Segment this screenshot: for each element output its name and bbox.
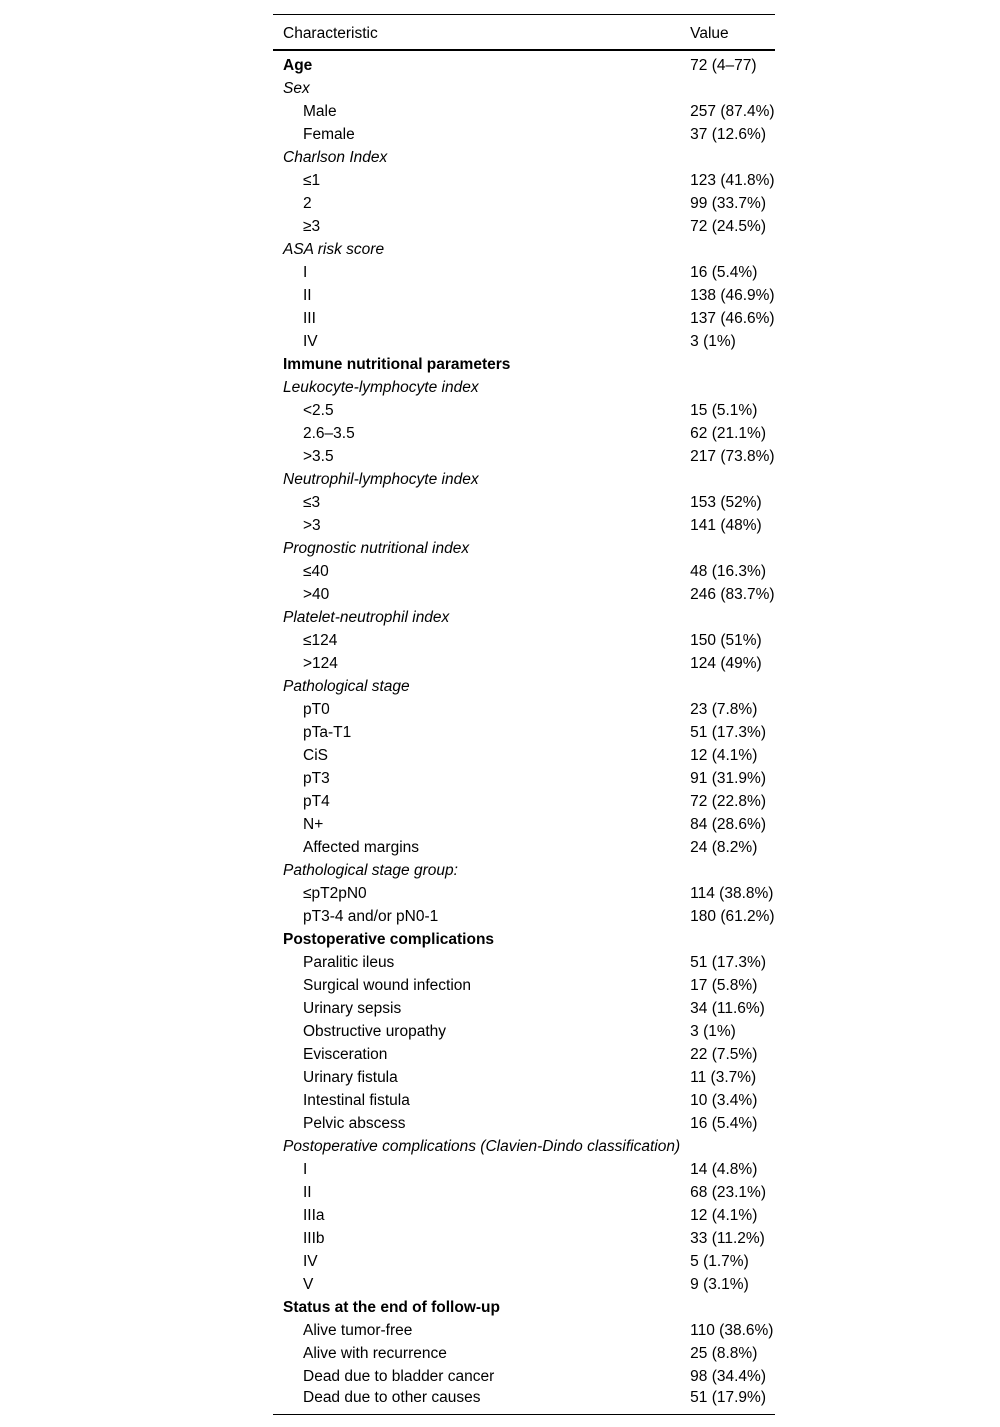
- table-row: [273, 675, 775, 698]
- row-label: Sex: [283, 79, 310, 97]
- table-row: [273, 859, 775, 882]
- row-value: 12 (4.1%): [690, 746, 758, 764]
- table-row: [273, 376, 775, 399]
- table-row: [273, 422, 775, 445]
- table-row: [273, 307, 775, 330]
- row-value: 33 (11.2%): [690, 1229, 765, 1247]
- row-label: IV: [303, 1252, 318, 1270]
- table-row: [273, 215, 775, 238]
- row-value: 114 (38.8%): [690, 884, 774, 902]
- table-row: [273, 767, 775, 790]
- row-label: pT0: [303, 700, 330, 718]
- table-row: [273, 652, 775, 675]
- row-value: 17 (5.8%): [690, 976, 758, 994]
- row-value: 51 (17.9%): [680, 1388, 774, 1415]
- row-value: 25 (8.8%): [690, 1344, 758, 1362]
- row-value: 10 (3.4%): [690, 1091, 758, 1109]
- row-label: ≤pT2pN0: [303, 884, 367, 902]
- row-label: Immune nutritional parameters: [283, 355, 511, 373]
- table-row: [273, 905, 775, 928]
- row-label: Female: [303, 125, 355, 143]
- row-label: <2.5: [303, 401, 334, 419]
- row-value: [680, 859, 774, 882]
- row-label: pT3: [303, 769, 330, 787]
- table-row: [273, 836, 775, 859]
- table-row: [273, 445, 775, 468]
- table-row: [273, 1112, 775, 1135]
- characteristics-table: [273, 14, 775, 1415]
- row-value: [680, 238, 774, 261]
- row-value: 124 (49%): [690, 654, 762, 672]
- row-label: Leukocyte-lymphocyte index: [283, 378, 479, 396]
- row-value: 23 (7.8%): [690, 700, 758, 718]
- table-row: [273, 1273, 775, 1296]
- row-value: 48 (16.3%): [690, 562, 766, 580]
- table-row: [273, 790, 775, 813]
- row-value: [680, 928, 774, 951]
- row-value: 98 (34.4%): [690, 1367, 766, 1385]
- row-label: Urinary sepsis: [303, 999, 402, 1017]
- row-value: [680, 537, 774, 560]
- table-row: [273, 169, 775, 192]
- row-label: Evisceration: [303, 1045, 388, 1063]
- row-value: 16 (5.4%): [690, 263, 758, 281]
- row-value: 180 (61.2%): [690, 907, 775, 925]
- table-row: [273, 1158, 775, 1181]
- row-label: pT4: [303, 792, 330, 810]
- row-value: 257 (87.4%): [690, 102, 775, 120]
- table-body: [273, 50, 775, 1415]
- table-row: [273, 744, 775, 767]
- row-label: pTa-T1: [303, 723, 352, 741]
- table-row: [273, 560, 775, 583]
- row-label: Urinary fistula: [303, 1068, 398, 1086]
- row-label: IIIb: [303, 1229, 325, 1247]
- row-value: 123 (41.8%): [690, 171, 775, 189]
- row-value: 34 (11.6%): [690, 999, 765, 1017]
- row-value: 15 (5.1%): [690, 401, 758, 419]
- table-row: [273, 330, 775, 353]
- table-row: [273, 1043, 775, 1066]
- table-row: [273, 468, 775, 491]
- row-label: Affected margins: [303, 838, 420, 856]
- table-row: [273, 997, 775, 1020]
- row-label: V: [303, 1275, 314, 1293]
- row-label: >124: [303, 654, 338, 672]
- row-value: 141 (48%): [690, 516, 762, 534]
- table-row: [273, 1319, 775, 1342]
- row-label: Alive tumor-free: [303, 1321, 413, 1339]
- row-label: Surgical wound infection: [303, 976, 472, 994]
- row-value: 9 (3.1%): [690, 1275, 749, 1293]
- table-row: [273, 721, 775, 744]
- table-row: [273, 1388, 775, 1415]
- row-label: Postoperative complications (Clavien-Dindo classification): [283, 1137, 681, 1155]
- row-label: Prognostic nutritional index: [283, 539, 470, 557]
- row-value: 99 (33.7%): [690, 194, 766, 212]
- row-label: ≥3: [303, 217, 321, 235]
- row-label: >40: [303, 585, 330, 603]
- row-label: IIIa: [303, 1206, 325, 1224]
- row-label: Postoperative complications: [283, 930, 495, 948]
- row-value: 246 (83.7%): [690, 585, 775, 603]
- row-label: N+: [303, 815, 324, 833]
- row-value: [680, 1296, 774, 1319]
- row-value: 72 (4–77): [690, 56, 757, 74]
- row-label: Status at the end of follow-up: [283, 1298, 500, 1316]
- row-label: Intestinal fistula: [303, 1091, 410, 1109]
- row-label: Pathological stage: [283, 677, 410, 695]
- row-value: 68 (23.1%): [690, 1183, 766, 1201]
- table-row: [273, 399, 775, 422]
- table-row: [273, 238, 775, 261]
- table-row: [273, 123, 775, 146]
- table-row: [273, 1135, 775, 1158]
- row-label: Neutrophil-lymphocyte index: [283, 470, 479, 488]
- row-value: 150 (51%): [690, 631, 762, 649]
- row-value: 153 (52%): [690, 493, 762, 511]
- row-label: II: [303, 1183, 312, 1201]
- row-label: Alive with recurrence: [303, 1344, 447, 1362]
- row-label: 2.6–3.5: [303, 424, 355, 442]
- row-value: [680, 1135, 774, 1158]
- header-row: [273, 15, 775, 51]
- row-value: [680, 468, 774, 491]
- row-label: Pathological stage group:: [283, 861, 458, 879]
- table-row: [273, 50, 775, 77]
- row-value: 110 (38.6%): [690, 1321, 774, 1339]
- table-row: [273, 1181, 775, 1204]
- row-value: 137 (46.6%): [690, 309, 775, 327]
- row-value: [680, 146, 774, 169]
- table-row: [273, 1342, 775, 1365]
- row-value: 217 (73.8%): [690, 447, 775, 465]
- table-row: [273, 284, 775, 307]
- row-label: ≤40: [303, 562, 329, 580]
- row-label: >3: [303, 516, 321, 534]
- row-label: Dead due to other causes: [273, 1388, 680, 1415]
- row-value: 3 (1%): [690, 1022, 736, 1040]
- table-row: [273, 974, 775, 997]
- row-value: [680, 675, 774, 698]
- row-label: I: [303, 1160, 308, 1178]
- row-label: Age: [283, 56, 313, 74]
- table-header: [273, 15, 775, 51]
- row-label: CiS: [303, 746, 328, 764]
- row-value: 51 (17.3%): [690, 953, 766, 971]
- row-value: 12 (4.1%): [690, 1206, 758, 1224]
- table-row: [273, 146, 775, 169]
- row-label: ≤124: [303, 631, 338, 649]
- table-row: [273, 192, 775, 215]
- row-value: [680, 606, 774, 629]
- row-value: 11 (3.7%): [690, 1068, 757, 1086]
- table-row: [273, 1089, 775, 1112]
- table-row: [273, 1227, 775, 1250]
- row-label: Paralitic ileus: [303, 953, 395, 971]
- row-label: III: [303, 309, 316, 327]
- row-value: 62 (21.1%): [690, 424, 766, 442]
- header-characteristic: Characteristic: [273, 15, 680, 51]
- table-row: [273, 1365, 775, 1388]
- table-row: [273, 537, 775, 560]
- table-row: [273, 261, 775, 284]
- table-row: [273, 1296, 775, 1319]
- row-value: 91 (31.9%): [690, 769, 766, 787]
- row-value: 5 (1.7%): [690, 1252, 749, 1270]
- row-value: 22 (7.5%): [690, 1045, 758, 1063]
- table-row: [273, 1204, 775, 1227]
- table-row: [273, 951, 775, 974]
- row-value: 37 (12.6%): [690, 125, 766, 143]
- table-row: [273, 1066, 775, 1089]
- table-row: [273, 882, 775, 905]
- row-label: Obstructive uropathy: [303, 1022, 447, 1040]
- row-value: 24 (8.2%): [690, 838, 758, 856]
- row-label: 2: [303, 194, 312, 212]
- table-row: [273, 629, 775, 652]
- row-value: 3 (1%): [690, 332, 736, 350]
- row-label: IV: [303, 332, 318, 350]
- row-value: 72 (24.5%): [690, 217, 766, 235]
- row-value: 14 (4.8%): [690, 1160, 758, 1178]
- table-row: [273, 813, 775, 836]
- row-label: I: [303, 263, 308, 281]
- row-label: >3.5: [303, 447, 334, 465]
- table-row: [273, 606, 775, 629]
- table-row: [273, 100, 775, 123]
- row-value: [680, 77, 774, 100]
- row-value: 72 (22.8%): [690, 792, 766, 810]
- table-row: [273, 491, 775, 514]
- table-row: [273, 1250, 775, 1273]
- row-label: Charlson Index: [283, 148, 388, 166]
- header-value: Value: [680, 15, 774, 51]
- table-row: [273, 698, 775, 721]
- row-value: [680, 353, 774, 376]
- table-row: [273, 928, 775, 951]
- row-value: 51 (17.3%): [690, 723, 766, 741]
- row-label: Dead due to bladder cancer: [303, 1367, 495, 1385]
- row-label: ≤1: [303, 171, 321, 189]
- table-row: [273, 1020, 775, 1043]
- row-value: 16 (5.4%): [690, 1114, 758, 1132]
- table-row: [273, 514, 775, 537]
- row-label: ≤3: [303, 493, 321, 511]
- row-label: ASA risk score: [283, 240, 385, 258]
- table-row: [273, 583, 775, 606]
- table-row: [273, 77, 775, 100]
- row-value: [680, 376, 774, 399]
- row-label: Pelvic abscess: [303, 1114, 406, 1132]
- row-label: Platelet-neutrophil index: [283, 608, 450, 626]
- row-label: II: [303, 286, 312, 304]
- row-label: Male: [303, 102, 337, 120]
- row-value: 138 (46.9%): [690, 286, 775, 304]
- row-label: pT3-4 and/or pN0-1: [303, 907, 439, 925]
- row-value: 84 (28.6%): [690, 815, 766, 833]
- table-row: [273, 353, 775, 376]
